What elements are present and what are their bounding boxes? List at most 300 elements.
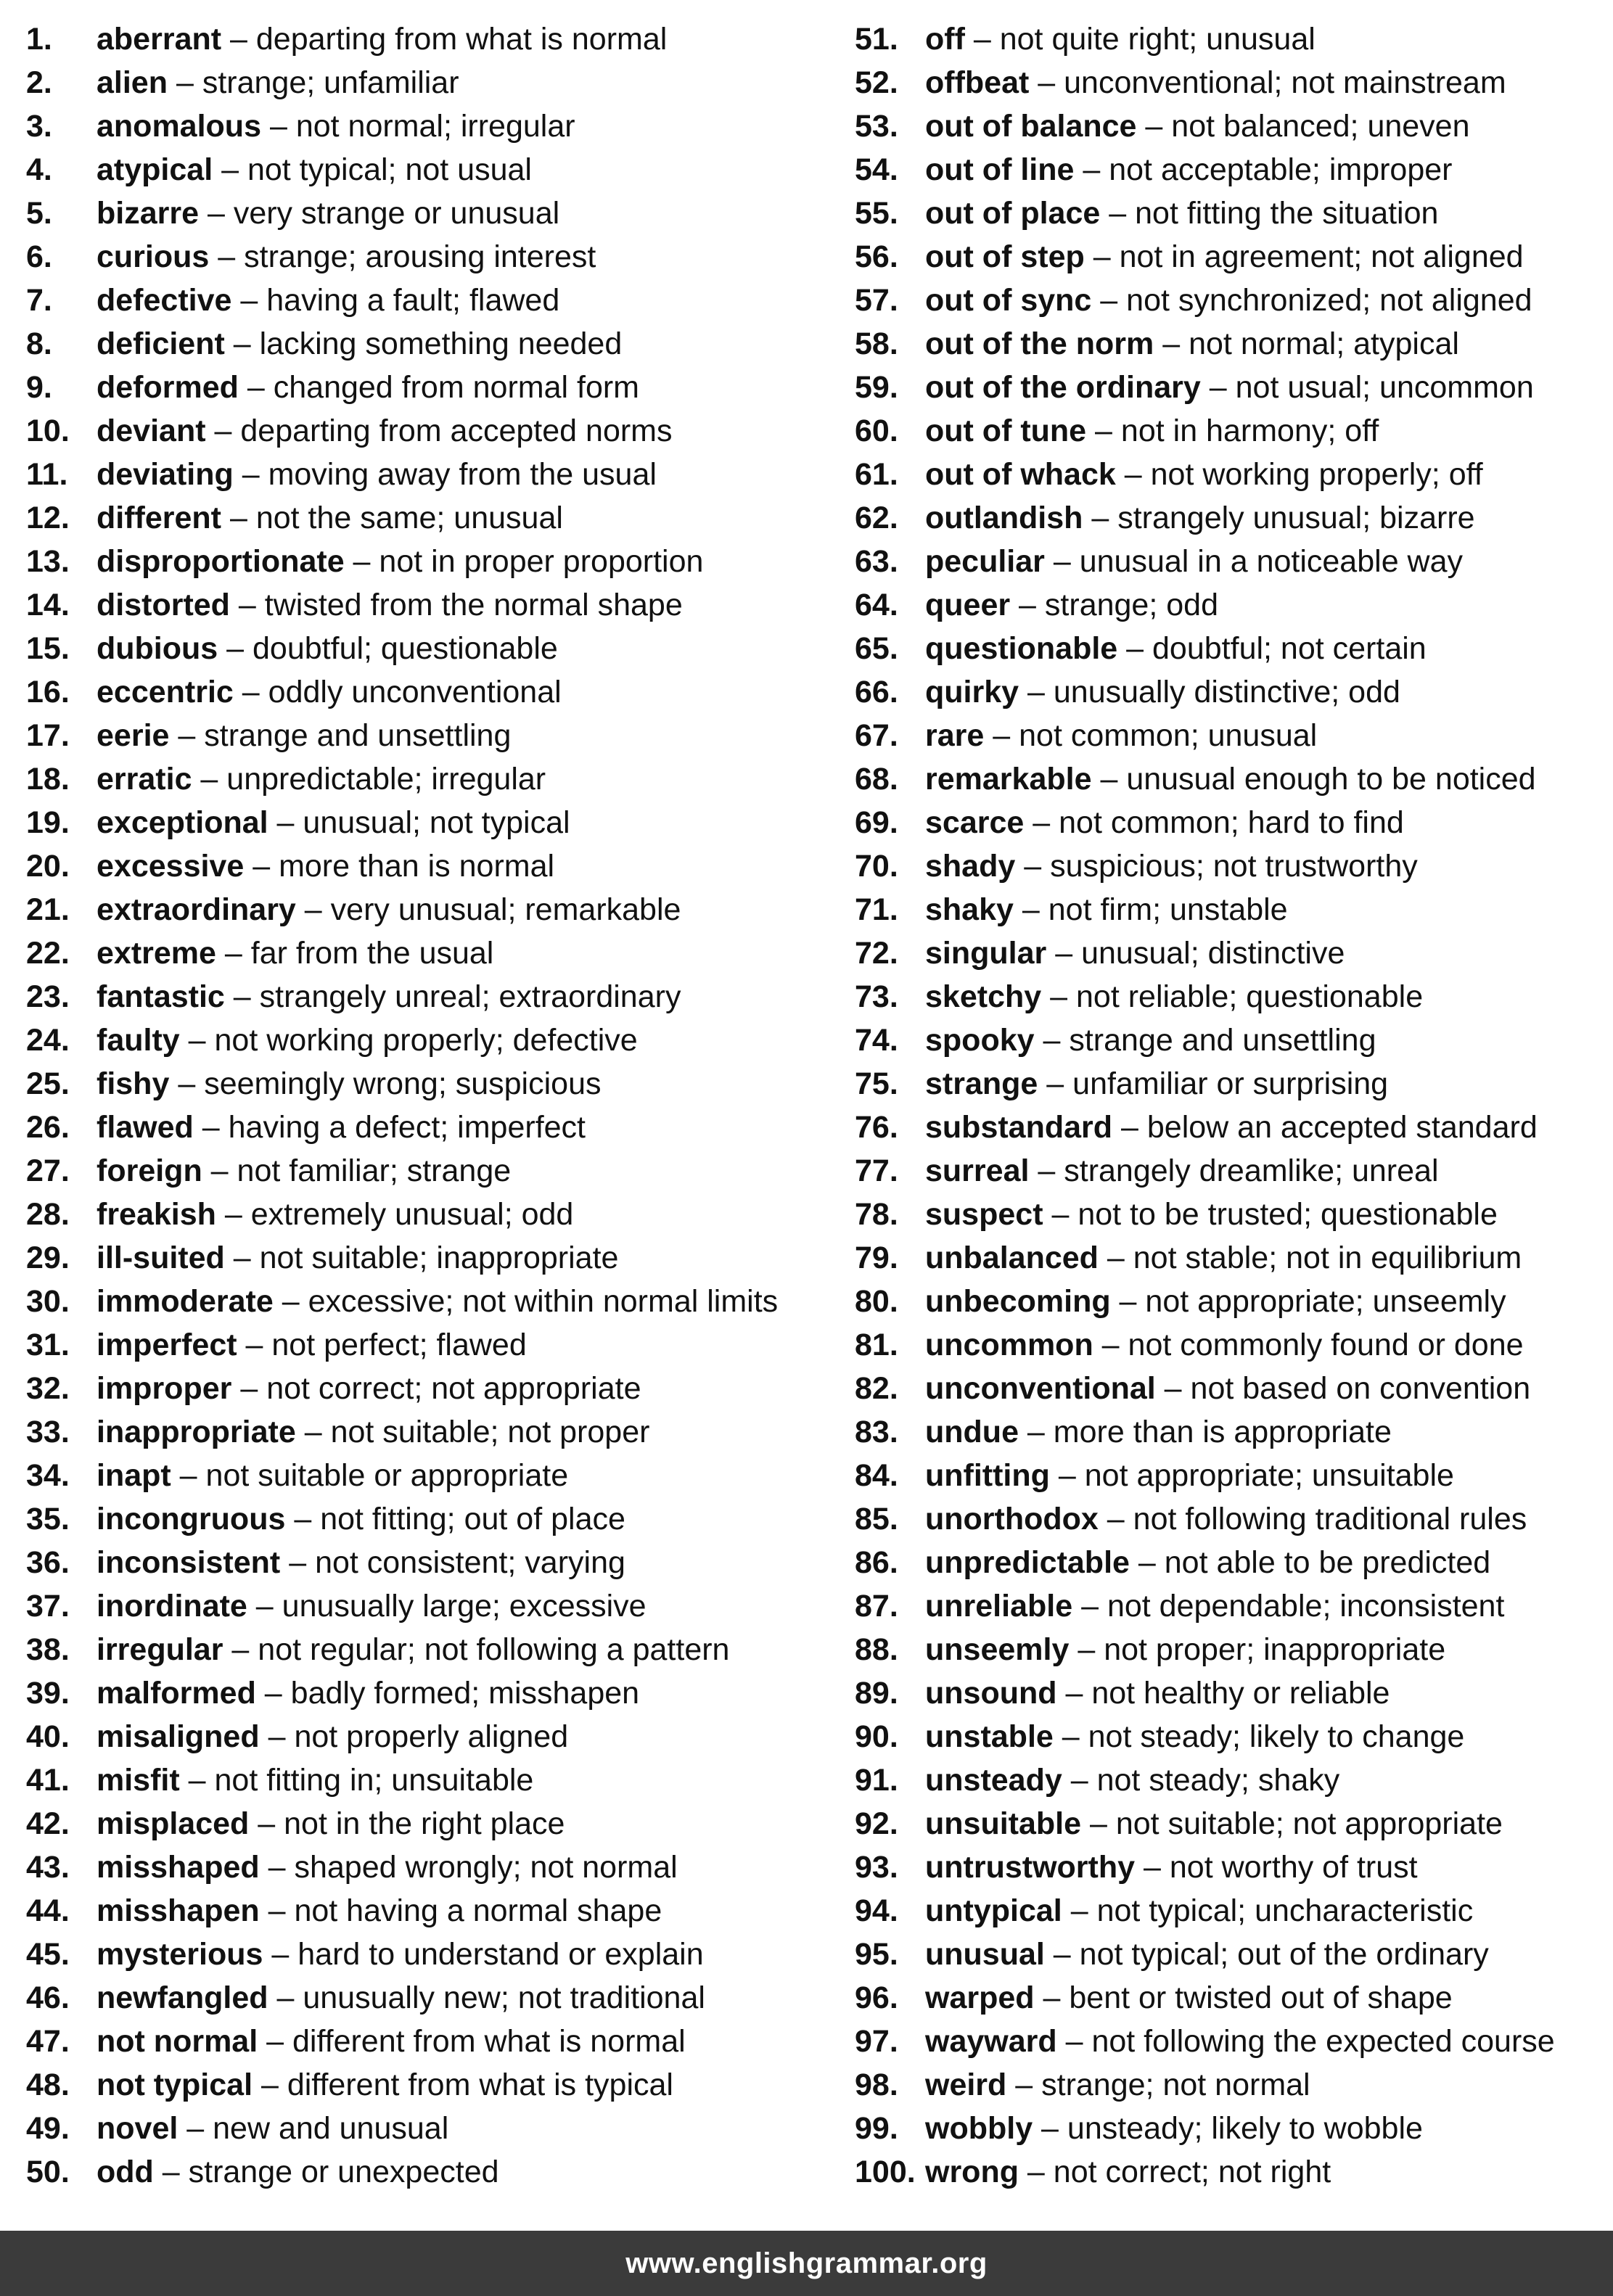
entry-definition: unusual; not typical	[303, 805, 570, 840]
entry-definition: not in harmony; off	[1120, 413, 1379, 448]
entry-word: suspect	[925, 1197, 1043, 1232]
entry-number: 54.	[855, 152, 898, 187]
entry-word: out of place	[925, 196, 1101, 231]
word-entry	[855, 2107, 1609, 2150]
entry-word: mysterious	[97, 1937, 263, 1972]
entry-separator: –	[273, 1284, 308, 1319]
entry-word: questionable	[925, 631, 1118, 666]
entry-number: 19.	[26, 805, 70, 840]
entry-word: off	[925, 22, 965, 57]
word-entry	[855, 801, 1609, 844]
entry-definition: not commonly found or done	[1128, 1328, 1524, 1362]
word-entry	[26, 627, 832, 670]
entry-separator: –	[1069, 1632, 1104, 1667]
word-entry	[26, 1976, 832, 2020]
entry-word: deviant	[97, 413, 206, 448]
entry-word: wobbly	[925, 2111, 1033, 2146]
entry-definition: strangely unusual; bizarre	[1117, 501, 1475, 535]
entry-separator: –	[1049, 1458, 1085, 1493]
entry-number: 39.	[26, 1676, 70, 1711]
entry-number: 41.	[26, 1763, 70, 1798]
entry-separator: –	[984, 718, 1019, 753]
entry-definition: not proper; inappropriate	[1104, 1632, 1446, 1667]
entry-number: 59.	[855, 370, 898, 405]
entry-number: 88.	[855, 1632, 898, 1667]
entry-number: 85.	[855, 1502, 898, 1536]
entry-word: wayward	[925, 2024, 1057, 2059]
entry-number: 86.	[855, 1545, 898, 1580]
entry-definition: lacking something needed	[259, 326, 623, 361]
entry-number: 91.	[855, 1763, 898, 1798]
word-entry	[855, 757, 1609, 801]
entry-definition: unconventional; not mainstream	[1064, 65, 1506, 100]
entry-separator: –	[1034, 1023, 1070, 1058]
entry-word: queer	[925, 588, 1011, 622]
entry-number: 64.	[855, 588, 898, 622]
word-list-left-column	[26, 17, 832, 2194]
word-entry	[855, 1715, 1609, 1758]
entry-separator: –	[179, 1763, 215, 1798]
entry-word: irregular	[97, 1632, 223, 1667]
entry-word: sketchy	[925, 979, 1042, 1014]
word-entry	[26, 17, 832, 61]
entry-word: out of step	[925, 239, 1085, 274]
entry-number: 97.	[855, 2024, 898, 2059]
entry-definition: more than is normal	[279, 849, 555, 884]
entry-definition: not acceptable; improper	[1109, 152, 1453, 187]
word-entry	[855, 844, 1609, 888]
entry-definition: not following the expected course	[1091, 2024, 1555, 2059]
word-entry	[26, 366, 832, 409]
entry-separator: –	[238, 370, 274, 405]
word-entry	[26, 192, 832, 235]
word-entry	[26, 931, 832, 975]
word-entry	[26, 1671, 832, 1715]
entry-number: 89.	[855, 1676, 898, 1711]
entry-definition: not normal; atypical	[1189, 326, 1459, 361]
entry-separator: –	[268, 805, 303, 840]
entry-number: 42.	[26, 1806, 70, 1841]
entry-number: 90.	[855, 1719, 898, 1754]
entry-definition: having a defect; imperfect	[228, 1110, 586, 1145]
entry-word: faulty	[97, 1023, 180, 1058]
entry-word: unsteady	[925, 1763, 1062, 1798]
word-entry	[855, 1454, 1609, 1497]
entry-number: 66.	[855, 675, 898, 709]
entry-definition: different from what is normal	[292, 2024, 686, 2059]
entry-number: 11.	[26, 457, 68, 492]
entry-word: offbeat	[925, 65, 1030, 100]
word-entry	[855, 148, 1609, 192]
entry-number: 35.	[26, 1502, 70, 1536]
entry-number: 18.	[26, 762, 70, 797]
entry-number: 22.	[26, 936, 70, 971]
entry-number: 27.	[26, 1153, 70, 1188]
word-entry	[26, 61, 832, 104]
entry-definition: not suitable; inappropriate	[259, 1240, 619, 1275]
entry-separator: –	[202, 1153, 237, 1188]
entry-word: substandard	[925, 1110, 1113, 1145]
entry-definition: not stable; not in equilibrium	[1133, 1240, 1522, 1275]
entry-word: exceptional	[97, 805, 268, 840]
word-entry	[26, 1193, 832, 1236]
entry-separator: –	[1018, 1415, 1054, 1449]
entry-separator: –	[1038, 1066, 1073, 1101]
word-entry	[855, 1323, 1609, 1367]
entry-number: 6.	[26, 239, 52, 274]
entry-word: quirky	[925, 675, 1019, 709]
word-entry	[26, 1106, 832, 1149]
entry-definition: unusual enough to be noticed	[1126, 762, 1536, 797]
word-entry	[855, 1584, 1609, 1628]
entry-word: eerie	[97, 718, 170, 753]
entry-number: 57.	[855, 283, 898, 318]
word-entry	[855, 2150, 1609, 2194]
entry-number: 8.	[26, 326, 52, 361]
entry-number: 20.	[26, 849, 70, 884]
word-entry	[26, 540, 832, 583]
entry-word: defective	[97, 283, 232, 318]
entry-definition: not following traditional rules	[1133, 1502, 1527, 1536]
word-entry	[855, 1758, 1609, 1802]
word-entry	[26, 1236, 832, 1280]
word-entry	[26, 1846, 832, 1889]
entry-definition: not consistent; varying	[315, 1545, 625, 1580]
entry-separator: –	[1072, 1589, 1107, 1624]
entry-separator: –	[224, 326, 260, 361]
entry-number: 12.	[26, 501, 70, 535]
entry-number: 80.	[855, 1284, 898, 1319]
entry-word: unbecoming	[925, 1284, 1111, 1319]
entry-word: unconventional	[925, 1371, 1156, 1406]
entry-definition: strange; unfamiliar	[202, 65, 459, 100]
word-entry	[855, 1497, 1609, 1541]
entry-definition: not quite right; unusual	[999, 22, 1316, 57]
entry-definition: not worthy of trust	[1169, 1850, 1418, 1885]
entry-number: 96.	[855, 1980, 898, 2015]
entry-number: 55.	[855, 196, 898, 231]
entry-separator: –	[268, 1980, 303, 2015]
entry-definition: unusual; distinctive	[1081, 936, 1345, 971]
entry-definition: not normal; irregular	[295, 109, 575, 144]
entry-word: improper	[97, 1371, 232, 1406]
entry-separator: –	[1084, 239, 1120, 274]
word-entry	[26, 2150, 832, 2194]
entry-definition: new and unusual	[213, 2111, 449, 2146]
entry-word: scarce	[925, 805, 1025, 840]
entry-word: immoderate	[97, 1284, 274, 1319]
word-entry	[26, 409, 832, 453]
entry-number: 31.	[26, 1328, 70, 1362]
entry-word: warped	[925, 1980, 1035, 2015]
entry-word: out of the norm	[925, 326, 1154, 361]
entry-separator: –	[1098, 1240, 1133, 1275]
entry-separator: –	[1044, 544, 1080, 579]
entry-definition: moving away from the usual	[268, 457, 657, 492]
entry-definition: not suitable; not proper	[330, 1415, 650, 1449]
entry-separator: –	[216, 1197, 251, 1232]
entry-separator: –	[1043, 1197, 1078, 1232]
entry-separator: –	[1091, 762, 1127, 797]
entry-separator: –	[258, 2024, 292, 2059]
entry-definition: excessive; not within normal limits	[308, 1284, 779, 1319]
entry-word: out of balance	[925, 109, 1137, 144]
entry-separator: –	[231, 1371, 267, 1406]
word-entry	[855, 322, 1609, 366]
entry-number: 60.	[855, 413, 898, 448]
entry-number: 72.	[855, 936, 898, 971]
entry-definition: departing from what is normal	[255, 22, 668, 57]
word-entry	[26, 322, 832, 366]
word-entry	[26, 148, 832, 192]
entry-number: 49.	[26, 2111, 70, 2146]
word-entry	[26, 2063, 832, 2107]
word-entry	[26, 1410, 832, 1454]
word-entry	[26, 279, 832, 322]
entry-word: deficient	[97, 326, 225, 361]
word-entry	[26, 1062, 832, 1106]
entry-definition: not fitting the situation	[1135, 196, 1439, 231]
entry-word: shady	[925, 849, 1016, 884]
entry-definition: not working properly; off	[1150, 457, 1483, 492]
entry-separator: –	[259, 1850, 295, 1885]
entry-word: unbalanced	[925, 1240, 1099, 1275]
entry-number: 75.	[855, 1066, 898, 1101]
entry-definition: departing from accepted norms	[240, 413, 673, 448]
entry-number: 69.	[855, 805, 898, 840]
entry-definition: unsteady; likely to wobble	[1067, 2111, 1423, 2146]
entry-word: unusual	[925, 1937, 1045, 1972]
entry-separator: –	[255, 1676, 291, 1711]
entry-definition: not typical; not usual	[247, 152, 532, 187]
entry-word: unsuitable	[925, 1806, 1082, 1841]
entry-number: 99.	[855, 2111, 898, 2146]
entry-number: 23.	[26, 979, 70, 1014]
word-entry	[855, 1933, 1609, 1976]
entry-definition: strange and unsettling	[1069, 1023, 1376, 1058]
word-entry	[855, 1236, 1609, 1280]
entry-word: wrong	[925, 2155, 1019, 2189]
entry-separator: –	[261, 109, 296, 144]
word-entry	[855, 104, 1609, 148]
entry-definition: strange; arousing interest	[244, 239, 596, 274]
word-entry	[26, 1541, 832, 1584]
entry-word: foreign	[97, 1153, 202, 1188]
entry-word: newfangled	[97, 1980, 268, 2015]
word-entry	[26, 1628, 832, 1671]
entry-word: inappropriate	[97, 1415, 296, 1449]
word-entry	[855, 1802, 1609, 1846]
entry-number: 4.	[26, 152, 52, 187]
entry-definition: strangely unreal; extraordinary	[259, 979, 681, 1014]
word-entry	[855, 1149, 1609, 1193]
entry-separator: –	[231, 283, 267, 318]
entry-separator: –	[237, 1328, 272, 1362]
entry-separator: –	[1155, 1371, 1191, 1406]
entry-word: rare	[925, 718, 985, 753]
word-entry	[855, 61, 1609, 104]
entry-number: 61.	[855, 457, 898, 492]
entry-number: 84.	[855, 1458, 898, 1493]
entry-definition: not in agreement; not aligned	[1119, 239, 1524, 274]
entry-definition: not fitting in; unsuitable	[214, 1763, 534, 1798]
entry-word: undue	[925, 1415, 1019, 1449]
entry-separator: –	[192, 762, 227, 797]
entry-separator: –	[1154, 326, 1189, 361]
word-entry	[26, 1758, 832, 1802]
entry-definition: more than is appropriate	[1053, 1415, 1392, 1449]
entry-number: 26.	[26, 1110, 70, 1145]
entry-word: disproportionate	[97, 544, 345, 579]
entry-separator: –	[221, 501, 256, 535]
entry-word: malformed	[97, 1676, 256, 1711]
word-entry	[26, 1584, 832, 1628]
entry-definition: not able to be predicted	[1164, 1545, 1491, 1580]
entry-number: 62.	[855, 501, 898, 535]
entry-definition: shaped wrongly; not normal	[294, 1850, 678, 1885]
entry-word: eccentric	[97, 675, 234, 709]
word-entry	[855, 279, 1609, 322]
entry-number: 56.	[855, 239, 898, 274]
entry-separator: –	[259, 1719, 295, 1754]
word-entry	[855, 1976, 1609, 2020]
entry-definition: having a fault; flawed	[266, 283, 560, 318]
word-entry	[26, 801, 832, 844]
word-entry	[855, 409, 1609, 453]
word-list-right-column	[855, 17, 1609, 2194]
entry-word: curious	[97, 239, 210, 274]
entry-definition: not usual; uncommon	[1235, 370, 1534, 405]
entry-definition: very unusual; remarkable	[330, 892, 681, 927]
entry-separator: –	[1010, 588, 1045, 622]
entry-word: odd	[97, 2155, 154, 2189]
word-entry	[26, 453, 832, 496]
entry-definition: unusually large; excessive	[282, 1589, 647, 1624]
entry-number: 93.	[855, 1850, 898, 1885]
word-entry	[26, 2020, 832, 2063]
word-entry	[26, 1367, 832, 1410]
entry-separator: –	[193, 1110, 229, 1145]
entry-number: 33.	[26, 1415, 70, 1449]
entry-number: 17.	[26, 718, 70, 753]
footer-website-link[interactable]: www.englishgrammar.org	[625, 2247, 988, 2279]
entry-word: unorthodox	[925, 1502, 1099, 1536]
entry-separator: –	[1117, 631, 1153, 666]
entry-word: not normal	[97, 2024, 258, 2059]
entry-word: erratic	[97, 762, 192, 797]
entry-definition: not typical; out of the ordinary	[1079, 1937, 1489, 1972]
entry-word: dubious	[97, 631, 218, 666]
entry-word: out of tune	[925, 413, 1087, 448]
entry-definition: below an accepted standard	[1146, 1110, 1538, 1145]
entry-separator: –	[1056, 1676, 1092, 1711]
entry-separator: –	[1100, 196, 1136, 231]
entry-separator: –	[253, 2067, 287, 2102]
entry-definition: extremely unusual; odd	[250, 1197, 574, 1232]
entry-separator: –	[1013, 892, 1048, 927]
entry-separator: –	[1062, 1763, 1097, 1798]
entry-word: not typical	[97, 2067, 253, 2102]
entry-separator: –	[199, 196, 234, 231]
entry-separator: –	[1135, 1850, 1170, 1885]
entry-separator: –	[213, 152, 247, 187]
entry-number: 40.	[26, 1719, 70, 1754]
entry-definition: not common; unusual	[1019, 718, 1318, 753]
entry-number: 77.	[855, 1153, 898, 1188]
entry-number: 36.	[26, 1545, 70, 1580]
entry-separator: –	[244, 849, 279, 884]
word-entry	[855, 366, 1609, 409]
entry-definition: not the same; unusual	[255, 501, 563, 535]
word-entry	[26, 844, 832, 888]
word-entry	[855, 540, 1609, 583]
entry-word: uncommon	[925, 1328, 1093, 1362]
entry-number: 25.	[26, 1066, 70, 1101]
entry-word: anomalous	[97, 109, 261, 144]
entry-word: inconsistent	[97, 1545, 281, 1580]
word-entry	[855, 714, 1609, 757]
entry-separator: –	[964, 22, 1000, 57]
word-entry	[26, 1802, 832, 1846]
entry-word: out of whack	[925, 457, 1116, 492]
entry-definition: not having a normal shape	[294, 1893, 662, 1928]
word-entry	[26, 888, 832, 931]
entry-number: 48.	[26, 2067, 70, 2102]
word-entry	[26, 757, 832, 801]
word-entry	[855, 1106, 1609, 1149]
entry-number: 1.	[26, 22, 52, 57]
entry-separator: –	[285, 1502, 321, 1536]
entry-definition: not in the right place	[284, 1806, 565, 1841]
entry-number: 34.	[26, 1458, 70, 1493]
entry-number: 3.	[26, 109, 52, 144]
word-entry	[26, 1933, 832, 1976]
entry-number: 83.	[855, 1415, 898, 1449]
entry-number: 28.	[26, 1197, 70, 1232]
entry-number: 44.	[26, 1893, 70, 1928]
entry-separator: –	[209, 239, 245, 274]
entry-number: 5.	[26, 196, 52, 231]
word-entry	[855, 1671, 1609, 1715]
entry-number: 38.	[26, 1632, 70, 1667]
entry-word: unpredictable	[925, 1545, 1130, 1580]
entry-word: untrustworthy	[925, 1850, 1136, 1885]
entry-separator: –	[1044, 1937, 1080, 1972]
entry-separator: –	[1046, 936, 1082, 971]
entry-word: distorted	[97, 588, 230, 622]
entry-definition: not synchronized; not aligned	[1126, 283, 1532, 318]
entry-number: 53.	[855, 109, 898, 144]
entry-separator: –	[1112, 1110, 1147, 1145]
entry-definition: not reliable; questionable	[1075, 979, 1424, 1014]
entry-number: 100.	[855, 2155, 916, 2189]
entry-number: 82.	[855, 1371, 898, 1406]
entry-number: 76.	[855, 1110, 898, 1145]
entry-definition: not properly aligned	[294, 1719, 569, 1754]
entry-definition: not working properly; defective	[214, 1023, 638, 1058]
word-entry	[855, 453, 1609, 496]
entry-word: incongruous	[97, 1502, 286, 1536]
entry-word: alien	[97, 65, 168, 100]
entry-separator: –	[1074, 152, 1109, 187]
word-entry	[26, 1280, 832, 1323]
entry-separator: –	[1053, 1719, 1088, 1754]
entry-separator: –	[259, 1893, 295, 1928]
entry-definition: not correct; not appropriate	[266, 1371, 641, 1406]
entry-definition: badly formed; misshapen	[290, 1676, 640, 1711]
word-entry	[26, 1497, 832, 1541]
word-entry	[855, 1367, 1609, 1410]
